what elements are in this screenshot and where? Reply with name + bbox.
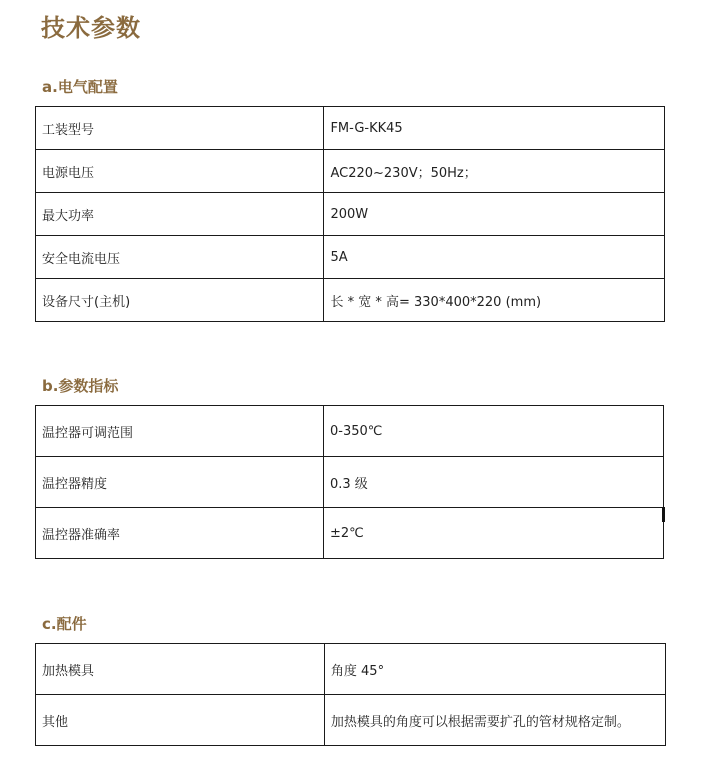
accessories-table — [35, 643, 666, 746]
page-title: 技术参数 — [41, 14, 141, 42]
section-title-parameters: b.参数指标 — [42, 377, 119, 395]
parameter-table — [35, 405, 664, 559]
table-row — [36, 644, 666, 695]
row-value: 5A — [324, 236, 665, 279]
row-label: 其他 — [36, 695, 325, 746]
row-value: AC220~230V；50Hz； — [324, 150, 665, 193]
row-label: 电源电压 — [36, 150, 324, 193]
section-title-electrical: a.电气配置 — [42, 78, 118, 96]
row-value: 角度 45° — [324, 644, 665, 695]
table-row — [36, 107, 665, 150]
row-value: 0.3 级 — [324, 457, 664, 508]
row-value: 长 * 宽 * 高= 330*400*220 (mm) — [324, 279, 665, 322]
table-row — [36, 193, 665, 236]
section-title-accessories: c.配件 — [42, 615, 87, 633]
table-row — [36, 457, 664, 508]
table-row — [36, 508, 664, 559]
table-row — [36, 236, 665, 279]
row-value: 加热模具的角度可以根据需要扩孔的管材规格定制。 — [324, 695, 665, 746]
row-label: 设备尺寸(主机) — [36, 279, 324, 322]
table-row — [36, 150, 665, 193]
row-label: 工装型号 — [36, 107, 324, 150]
row-label: 最大功率 — [36, 193, 324, 236]
table-edge-mark — [662, 507, 665, 522]
table-row — [36, 695, 666, 746]
row-label: 温控器准确率 — [36, 508, 324, 559]
electrical-config-table — [35, 106, 665, 322]
row-label: 温控器精度 — [36, 457, 324, 508]
row-value: ±2℃ — [324, 508, 664, 559]
table-row — [36, 406, 664, 457]
table-row — [36, 279, 665, 322]
row-label: 加热模具 — [36, 644, 325, 695]
row-label: 温控器可调范围 — [36, 406, 324, 457]
row-value: 200W — [324, 193, 665, 236]
row-value: 0-350℃ — [324, 406, 664, 457]
row-value: FM-G-KK45 — [324, 107, 665, 150]
row-label: 安全电流电压 — [36, 236, 324, 279]
